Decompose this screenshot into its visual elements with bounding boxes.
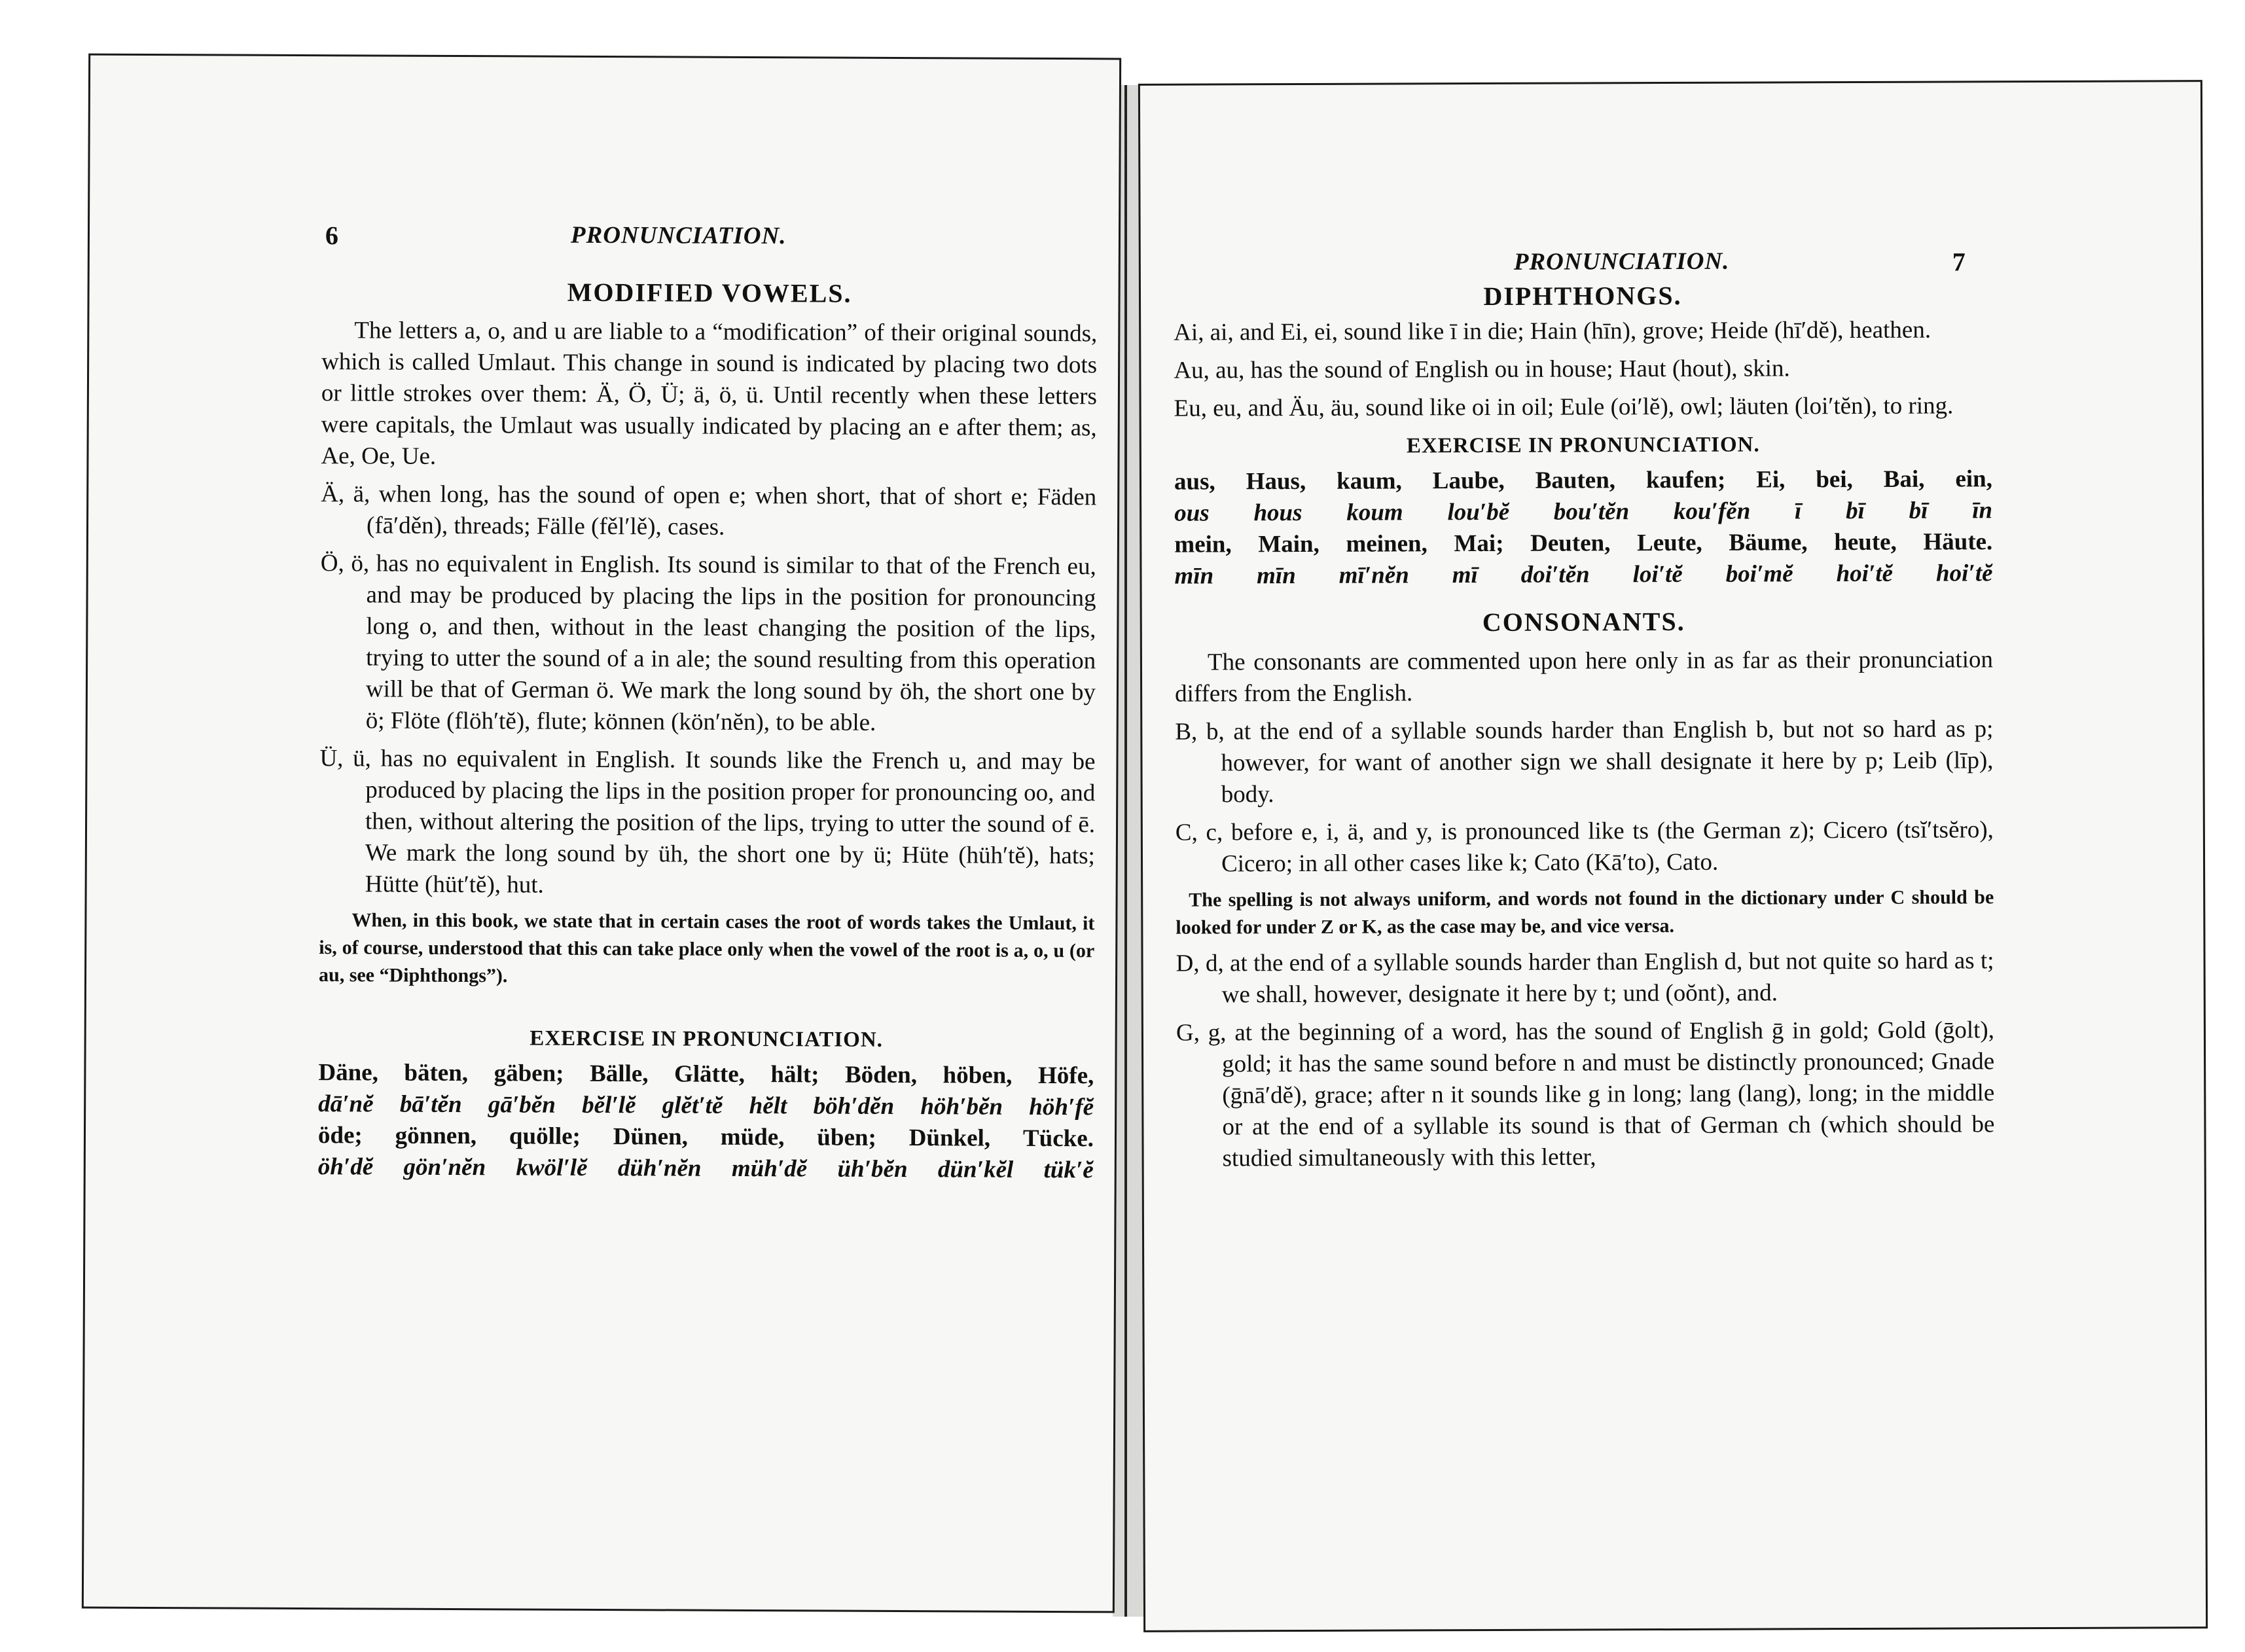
exercise-left-word: hĕlt (749, 1092, 787, 1120)
exercise-left-word: üh′bĕn (837, 1155, 908, 1183)
exercise-right-row-2 (1174, 526, 1992, 560)
exercise-right-word: Bauten, (1535, 467, 1616, 494)
exercise-right-word: hoi′tĕ (1836, 560, 1894, 588)
exercise-right-word: kaum, (1337, 467, 1402, 495)
exercise-right-word: ein, (1955, 465, 1993, 493)
exercise-left-word: Dünen, (613, 1123, 689, 1151)
exercise-left-word: Tücke. (1022, 1124, 1094, 1153)
section-title-consonants: CONSONANTS. (1482, 606, 1685, 637)
exercise-right-word: mī (1452, 562, 1478, 589)
left-page-body (318, 276, 1098, 1186)
exercise-left-word: öde; (317, 1122, 363, 1149)
exercise-right-word: īn (1972, 497, 1993, 524)
exercise-right-word: heute, (1834, 528, 1897, 556)
exercise-right-word: loi′tĕ (1632, 560, 1683, 588)
consonants-intro: The consonants are commented upon here only in as far as their pronunciation differs from the English. (1175, 646, 1994, 708)
entry-b: B, b, at the end of a syllable sounds harder than English b, but not so hard as p; however, for want of another sign we shall designate it here by p; Leib (līp), body. (1175, 715, 1994, 808)
exercise-left-word: quölle; (509, 1122, 581, 1150)
exercise-right-word: mīn (1174, 562, 1214, 590)
left-page (84, 56, 1119, 1611)
exercise-left-word: höben, (943, 1062, 1013, 1089)
exercise-left-word: Dünkel, (908, 1124, 991, 1152)
exercise-right-word: aus, (1174, 468, 1215, 495)
exercise-left-word: bā′tĕn (399, 1090, 462, 1119)
exercise-table-right (1174, 463, 1993, 592)
umlaut-note: When, in this book, we state that in certain cases the root of words takes the Umlaut, it is, of course, understood that this can take place only when the vowel of the root is a, o, u (or au, see “Diphthongs”). (318, 909, 1095, 987)
entry-ai-ei: Ai, ai, and Ei, ei, sound like ī in die; Hain (hīn), grove; Heide (hī′dĕ), heathen. (1174, 316, 1931, 346)
exercise-left-row-3 (318, 1151, 1094, 1186)
exercise-right-word: hoi′tĕ (1935, 560, 1993, 587)
exercise-right-word: Mai; (1454, 530, 1504, 558)
exercise-left-row-0 (318, 1057, 1094, 1092)
exercise-right-word: bī (1846, 497, 1865, 525)
exercise-right-word: Bäume, (1729, 529, 1808, 556)
exercise-left-word: bĕl′lĕ (582, 1091, 636, 1119)
exercise-right-word: hous (1253, 499, 1302, 527)
exercise-left-word: gā′bĕn (488, 1091, 556, 1119)
exercise-right-word: Leute, (1636, 529, 1702, 557)
spelling-note: The spelling is not always uniform, and words not found in the dictionary under C should be looked for under Z or K, as the case may be, and vice versa. (1176, 886, 1994, 939)
exercise-left-word: glĕt′tĕ (662, 1092, 723, 1119)
exercise-left-word: Glätte, (674, 1060, 745, 1088)
running-head-left: PRONUNCIATION. (570, 221, 787, 250)
exercise-right-word: Bai, (1883, 465, 1925, 493)
exercise-right-row-0 (1174, 463, 1992, 497)
exercise-left-row-2 (318, 1120, 1094, 1155)
exercise-left-word: Däne, (318, 1059, 378, 1086)
exercise-right-word: Main, (1258, 530, 1320, 558)
exercise-left-word: düh′nĕn (617, 1155, 702, 1182)
exercise-right-word: kaufen; (1645, 466, 1726, 494)
exercise-right-word: koum (1346, 499, 1403, 526)
section-title-modified-vowels: MODIFIED VOWELS. (567, 277, 852, 308)
exercise-right-word: bī (1909, 497, 1928, 524)
exercise-right-word: bei, (1816, 466, 1853, 494)
exercise-right-word: doi′tĕn (1520, 561, 1590, 588)
exercise-right-word: lou′bĕ (1447, 498, 1510, 526)
exercise-title-left: EXERCISE IN PRONUNCIATION. (530, 1026, 884, 1052)
exercise-left-word: gönnen, (395, 1122, 477, 1150)
exercise-right-word: Ei, (1756, 466, 1786, 494)
exercise-right-word: bou′tĕn (1553, 498, 1630, 526)
running-head-right: PRONUNCIATION. (1513, 247, 1730, 276)
entry-a-umlaut: Ä, ä, when long, has the sound of open e; when short, that of short e; Fäden (fā′děn), threads; Fälle (fěl′lě), cases. (321, 480, 1097, 541)
exercise-right-word: meinen, (1346, 530, 1428, 558)
page-number-left: 6 (325, 221, 339, 251)
exercise-right-word: mein, (1174, 531, 1232, 558)
exercise-left-row-1 (318, 1088, 1094, 1123)
exercise-left-word: höh′fĕ (1029, 1093, 1094, 1121)
entry-c: C, c, before e, i, ä, and y, is pronounced like ts (the German z); Cicero (tsĭ′tsĕro), Cicero; in all other cases like k; Cato (Kā′to), Cato. (1175, 816, 1994, 878)
exercise-left-word: dün′kĕl (937, 1156, 1014, 1183)
exercise-left-word: kwöl′lĕ (516, 1154, 588, 1181)
page-number-right: 7 (1952, 247, 1966, 277)
entry-o-umlaut: Ö, ö, has no equivalent in English. Its sound is similar to that of the French eu, and may be produced by placing the lips in the position for pronouncing long o, and then, without in the least changing the position of the lips, trying to utter the sound of a in ale; the sound resulting from this operation will be that of German ö. We mark the long sound by öh, the short one by ö; Flöte (flöh′tĕ), flute; können (kön′nĕn), to be able. (320, 550, 1096, 736)
exercise-left-word: tük′ĕ (1043, 1156, 1094, 1184)
exercise-right-word: mī′nĕn (1338, 562, 1409, 589)
exercise-right-word: ī (1794, 497, 1802, 525)
entry-g: G, g, at the beginning of a word, has the sound of English ḡ in gold; Gold (ḡolt), gold; it has the same sound before n and must be distinctly pronounced; Gnade (ḡnā′dĕ), grace; after n it sounds like g in long; lang (lang), long; in the middle or at the end of a syllable its sound is that of German ch (which should be studied simultaneously with this letter, (1176, 1016, 1995, 1172)
exercise-left-word: gön′nĕn (403, 1153, 486, 1181)
exercise-left-word: bäten, (404, 1059, 469, 1087)
umlaut-intro: The letters a, o, and u are liable to a “modification” of their original sounds, which is called Umlaut. This change in sound is indicated by placing two dots or little strokes over them: Ä, Ö, Ü; ä, ö, ü. Until recently when these letters were capitals, the Umlaut was usually indicated by placing an e after them; as, Ae, Oe, Ue. (321, 317, 1098, 470)
exercise-right-word: kou′fĕn (1673, 497, 1751, 525)
exercise-left-word: höh′bĕn (920, 1093, 1003, 1121)
exercise-left-word: müh′dĕ (731, 1155, 808, 1183)
exercise-title-right: EXERCISE IN PRONUNCIATION. (1406, 433, 1760, 458)
gutter-fold-line (1124, 85, 1127, 1617)
exercise-right-word: mīn (1257, 562, 1296, 590)
exercise-left-word: Höfe, (1037, 1062, 1094, 1090)
exercise-right-word: Haus, (1246, 467, 1306, 495)
exercise-right-row-1 (1174, 495, 1992, 529)
exercise-left-word: müde, (720, 1123, 785, 1151)
right-page-body (1174, 279, 1995, 1181)
exercise-right-word: boi′mĕ (1725, 560, 1793, 588)
exercise-left-word: Bälle, (589, 1060, 649, 1088)
exercise-right-row-3 (1174, 558, 1992, 592)
exercise-left-word: gäben; (494, 1060, 564, 1087)
entry-u-umlaut: Ü, ü, has no equivalent in English. It sounds like the French u, and may be produced by placing the lips in the position proper for pronouncing oo, and then, without altering the position of the lips, trying to utter the sound of ē. We mark the long sound by üh, the short one by ü; Hüte (hüh′tĕ), hats; Hütte (hüt′tĕ), hut. (319, 745, 1096, 899)
exercise-left-word: böh′dĕn (813, 1092, 895, 1120)
section-title-diphthongs: DIPHTHONGS. (1483, 280, 1682, 312)
exercise-right-word: Deuten, (1530, 530, 1611, 557)
exercise-right-word: Laube, (1432, 467, 1505, 495)
exercise-right-word: Häute. (1923, 528, 1993, 556)
exercise-left-word: üben; (817, 1124, 876, 1151)
right-page (1140, 82, 2206, 1630)
entry-eu-aeu: Eu, eu, and Äu, äu, sound like oi in oil; Eule (oi′lĕ), owl; läuten (loi′tĕn), to ring. (1174, 392, 1954, 422)
exercise-left-word: dā′nĕ (318, 1090, 374, 1118)
exercise-left-word: Böden, (844, 1061, 918, 1089)
entry-au: Au, au, has the sound of English ou in house; Haut (hout), skin. (1174, 355, 1790, 384)
exercise-left-word: hält; (770, 1061, 819, 1088)
entry-d: D, d, at the end of a syllable sounds harder than English d, but not quite so hard as t; we shall, however, designate it here by t; und (oŏnt), and. (1176, 947, 1994, 1009)
exercise-left-word: öh′dĕ (317, 1153, 374, 1181)
exercise-right-word: ous (1174, 499, 1210, 527)
exercise-table-left (318, 1057, 1094, 1186)
